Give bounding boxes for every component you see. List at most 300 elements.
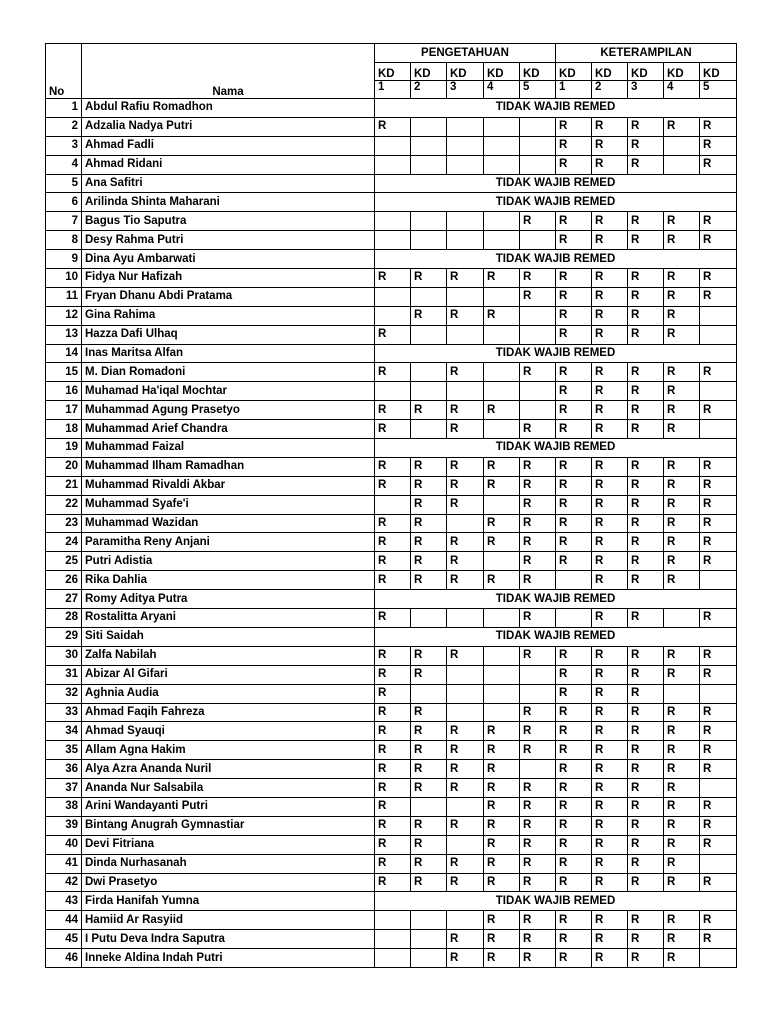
row-number: 35 <box>46 741 82 760</box>
keterampilan-kd3-cell: R <box>628 609 664 628</box>
pengetahuan-kd5-cell: R <box>520 854 556 873</box>
keterampilan-kd2-cell: R <box>592 722 628 741</box>
pengetahuan-kd4-cell <box>484 363 520 382</box>
row-number: 45 <box>46 930 82 949</box>
keterampilan-kd3-cell: R <box>628 117 664 136</box>
kd-number-pengetahuan-1: 1 <box>375 81 411 99</box>
table-row <box>46 797 737 816</box>
row-number: 32 <box>46 684 82 703</box>
pengetahuan-kd5-cell <box>520 306 556 325</box>
pengetahuan-kd4-cell <box>484 552 520 571</box>
pengetahuan-kd1-cell: R <box>375 779 411 798</box>
pengetahuan-kd5-cell <box>520 665 556 684</box>
keterampilan-kd4-cell: R <box>664 760 700 779</box>
pengetahuan-kd3-cell: R <box>447 646 484 665</box>
pengetahuan-kd4-cell <box>484 382 520 401</box>
keterampilan-kd4-cell: R <box>664 779 700 798</box>
pengetahuan-kd5-cell <box>520 231 556 250</box>
pengetahuan-kd1-cell: R <box>375 269 411 288</box>
row-number: 11 <box>46 287 82 306</box>
keterampilan-kd3-cell: R <box>628 722 664 741</box>
pengetahuan-kd1-cell: R <box>375 476 411 495</box>
keterampilan-kd2-cell: R <box>592 212 628 231</box>
pengetahuan-kd2-cell <box>411 382 447 401</box>
col-header-nama: Nama <box>82 44 375 99</box>
keterampilan-kd2-cell: R <box>592 835 628 854</box>
keterampilan-kd1-cell <box>556 571 592 590</box>
table-row <box>46 741 737 760</box>
pengetahuan-kd3-cell <box>447 911 484 930</box>
pengetahuan-kd4-cell <box>484 287 520 306</box>
keterampilan-kd4-cell: R <box>664 401 700 420</box>
pengetahuan-kd1-cell: R <box>375 741 411 760</box>
keterampilan-kd1-cell: R <box>556 514 592 533</box>
keterampilan-kd3-cell: R <box>628 911 664 930</box>
keterampilan-kd3-cell: R <box>628 420 664 439</box>
keterampilan-kd1-cell: R <box>556 760 592 779</box>
row-number: 27 <box>46 590 82 609</box>
pengetahuan-kd2-cell <box>411 117 447 136</box>
table-row <box>46 306 737 325</box>
keterampilan-kd1-cell: R <box>556 703 592 722</box>
pengetahuan-kd4-cell <box>484 420 520 439</box>
student-name: Ahmad Faqih Fahreza <box>82 703 375 722</box>
pengetahuan-kd4-cell <box>484 609 520 628</box>
keterampilan-kd2-cell: R <box>592 741 628 760</box>
keterampilan-kd5-cell: R <box>700 741 737 760</box>
keterampilan-kd4-cell: R <box>664 231 700 250</box>
table-row <box>46 816 737 835</box>
row-number: 23 <box>46 514 82 533</box>
pengetahuan-kd3-cell: R <box>447 495 484 514</box>
pengetahuan-kd5-cell: R <box>520 646 556 665</box>
student-name: Firda Hanifah Yumna <box>82 892 375 911</box>
pengetahuan-kd4-cell <box>484 136 520 155</box>
keterampilan-kd3-cell: R <box>628 571 664 590</box>
kd-label-pengetahuan-1: KD <box>375 63 411 81</box>
pengetahuan-kd4-cell <box>484 212 520 231</box>
keterampilan-kd4-cell: R <box>664 495 700 514</box>
keterampilan-kd3-cell: R <box>628 930 664 949</box>
keterampilan-kd5-cell: R <box>700 269 737 288</box>
student-name: Siti Saidah <box>82 627 375 646</box>
keterampilan-kd4-cell: R <box>664 533 700 552</box>
pengetahuan-kd4-cell: R <box>484 930 520 949</box>
pengetahuan-kd3-cell: R <box>447 306 484 325</box>
keterampilan-kd2-cell: R <box>592 552 628 571</box>
keterampilan-kd1-cell: R <box>556 231 592 250</box>
pengetahuan-kd3-cell <box>447 665 484 684</box>
keterampilan-kd4-cell: R <box>664 816 700 835</box>
table-row <box>46 193 737 212</box>
pengetahuan-kd4-cell: R <box>484 533 520 552</box>
pengetahuan-kd2-cell <box>411 287 447 306</box>
pengetahuan-kd5-cell <box>520 325 556 344</box>
pengetahuan-kd4-cell: R <box>484 476 520 495</box>
pengetahuan-kd3-cell: R <box>447 401 484 420</box>
pengetahuan-kd4-cell: R <box>484 571 520 590</box>
keterampilan-kd1-cell: R <box>556 722 592 741</box>
pengetahuan-kd2-cell: R <box>411 873 447 892</box>
keterampilan-kd1-cell: R <box>556 306 592 325</box>
row-number: 26 <box>46 571 82 590</box>
keterampilan-kd2-cell: R <box>592 325 628 344</box>
keterampilan-kd4-cell: R <box>664 911 700 930</box>
pengetahuan-kd2-cell: R <box>411 401 447 420</box>
pengetahuan-kd3-cell: R <box>447 949 484 968</box>
keterampilan-kd2-cell: R <box>592 873 628 892</box>
student-name: Muhammad Rivaldi Akbar <box>82 476 375 495</box>
keterampilan-kd2-cell: R <box>592 136 628 155</box>
pengetahuan-kd1-cell: R <box>375 363 411 382</box>
pengetahuan-kd3-cell: R <box>447 476 484 495</box>
keterampilan-kd2-cell: R <box>592 495 628 514</box>
keterampilan-kd5-cell: R <box>700 760 737 779</box>
row-number: 4 <box>46 155 82 174</box>
pengetahuan-kd2-cell: R <box>411 741 447 760</box>
pengetahuan-kd1-cell <box>375 949 411 968</box>
pengetahuan-kd4-cell: R <box>484 797 520 816</box>
kd-number-pengetahuan-3: 3 <box>447 81 484 99</box>
pengetahuan-kd5-cell: R <box>520 703 556 722</box>
student-name: Fidya Nur Hafizah <box>82 269 375 288</box>
row-number: 8 <box>46 231 82 250</box>
keterampilan-kd3-cell: R <box>628 325 664 344</box>
keterampilan-kd3-cell: R <box>628 760 664 779</box>
keterampilan-kd1-cell: R <box>556 797 592 816</box>
pengetahuan-kd1-cell: R <box>375 401 411 420</box>
pengetahuan-kd5-cell: R <box>520 911 556 930</box>
student-name: Hazza Dafi Ulhaq <box>82 325 375 344</box>
kd-label-pengetahuan-2: KD <box>411 63 447 81</box>
pengetahuan-kd1-cell: R <box>375 873 411 892</box>
keterampilan-kd2-cell: R <box>592 816 628 835</box>
keterampilan-kd5-cell: R <box>700 533 737 552</box>
keterampilan-kd1-cell: R <box>556 930 592 949</box>
pengetahuan-kd5-cell: R <box>520 533 556 552</box>
table-row <box>46 930 737 949</box>
table-row <box>46 363 737 382</box>
pengetahuan-kd5-cell: R <box>520 949 556 968</box>
pengetahuan-kd4-cell <box>484 231 520 250</box>
kd-number-pengetahuan-5: 5 <box>520 81 556 99</box>
pengetahuan-kd1-cell: R <box>375 665 411 684</box>
pengetahuan-kd3-cell: R <box>447 533 484 552</box>
keterampilan-kd1-cell: R <box>556 949 592 968</box>
pengetahuan-kd2-cell: R <box>411 760 447 779</box>
table-row <box>46 476 737 495</box>
table-row <box>46 457 737 476</box>
row-number: 1 <box>46 99 82 118</box>
keterampilan-kd3-cell: R <box>628 703 664 722</box>
pengetahuan-kd3-cell: R <box>447 873 484 892</box>
pengetahuan-kd4-cell: R <box>484 854 520 873</box>
kd-label-keterampilan-2: KD <box>592 63 628 81</box>
student-name: Muhammad Wazidan <box>82 514 375 533</box>
keterampilan-kd1-cell: R <box>556 155 592 174</box>
keterampilan-kd2-cell: R <box>592 609 628 628</box>
pengetahuan-kd2-cell <box>411 797 447 816</box>
keterampilan-kd3-cell: R <box>628 646 664 665</box>
row-number: 40 <box>46 835 82 854</box>
kd-number-keterampilan-4: 4 <box>664 81 700 99</box>
student-name: Putri Adistia <box>82 552 375 571</box>
pengetahuan-kd3-cell: R <box>447 760 484 779</box>
pengetahuan-kd5-cell <box>520 760 556 779</box>
student-name: Rostalitta Aryani <box>82 609 375 628</box>
pengetahuan-kd3-cell <box>447 212 484 231</box>
table-row <box>46 627 737 646</box>
keterampilan-kd2-cell: R <box>592 306 628 325</box>
pengetahuan-kd5-cell: R <box>520 457 556 476</box>
keterampilan-kd1-cell: R <box>556 325 592 344</box>
kd-label-keterampilan-4: KD <box>664 63 700 81</box>
kd-number-keterampilan-3: 3 <box>628 81 664 99</box>
keterampilan-kd1-cell: R <box>556 684 592 703</box>
row-number: 24 <box>46 533 82 552</box>
keterampilan-kd5-cell: R <box>700 609 737 628</box>
pengetahuan-kd4-cell: R <box>484 741 520 760</box>
pengetahuan-kd2-cell: R <box>411 703 447 722</box>
pengetahuan-kd1-cell <box>375 155 411 174</box>
student-name: Abizar Al Gifari <box>82 665 375 684</box>
table-row <box>46 287 737 306</box>
pengetahuan-kd5-cell <box>520 117 556 136</box>
keterampilan-kd1-cell: R <box>556 854 592 873</box>
pengetahuan-kd5-cell: R <box>520 363 556 382</box>
student-name: Abdul Rafiu Romadhon <box>82 99 375 118</box>
keterampilan-kd1-cell: R <box>556 873 592 892</box>
tidak-wajib-remed-note: TIDAK WAJIB REMED <box>375 590 737 609</box>
student-name: Fryan Dhanu Abdi Pratama <box>82 287 375 306</box>
keterampilan-kd4-cell: R <box>664 287 700 306</box>
kd-number-keterampilan-2: 2 <box>592 81 628 99</box>
table-row <box>46 99 737 118</box>
keterampilan-kd2-cell: R <box>592 571 628 590</box>
keterampilan-kd2-cell: R <box>592 760 628 779</box>
pengetahuan-kd4-cell: R <box>484 779 520 798</box>
keterampilan-kd1-cell: R <box>556 741 592 760</box>
row-number: 30 <box>46 646 82 665</box>
pengetahuan-kd4-cell: R <box>484 457 520 476</box>
pengetahuan-kd3-cell: R <box>447 571 484 590</box>
keterampilan-kd4-cell: R <box>664 949 700 968</box>
keterampilan-kd3-cell: R <box>628 779 664 798</box>
pengetahuan-kd2-cell <box>411 136 447 155</box>
keterampilan-kd3-cell: R <box>628 287 664 306</box>
pengetahuan-kd4-cell: R <box>484 816 520 835</box>
keterampilan-kd2-cell: R <box>592 117 628 136</box>
keterampilan-kd1-cell: R <box>556 420 592 439</box>
pengetahuan-kd2-cell: R <box>411 552 447 571</box>
pengetahuan-kd2-cell <box>411 609 447 628</box>
pengetahuan-kd2-cell: R <box>411 835 447 854</box>
keterampilan-kd3-cell: R <box>628 457 664 476</box>
student-name: Muhammad Ilham Ramadhan <box>82 457 375 476</box>
keterampilan-kd5-cell: R <box>700 797 737 816</box>
student-name: Alya Azra Ananda Nuril <box>82 760 375 779</box>
pengetahuan-kd2-cell: R <box>411 779 447 798</box>
pengetahuan-kd1-cell: R <box>375 797 411 816</box>
student-name: Ana Safitri <box>82 174 375 193</box>
table-row <box>46 892 737 911</box>
kd-label-pengetahuan-4: KD <box>484 63 520 81</box>
student-name: Muhammad Agung Prasetyo <box>82 401 375 420</box>
keterampilan-kd5-cell <box>700 420 737 439</box>
keterampilan-kd1-cell: R <box>556 212 592 231</box>
student-name: Muhamad Ha'iqal Mochtar <box>82 382 375 401</box>
keterampilan-kd3-cell: R <box>628 231 664 250</box>
pengetahuan-kd2-cell <box>411 155 447 174</box>
student-name: M. Dian Romadoni <box>82 363 375 382</box>
row-number: 20 <box>46 457 82 476</box>
table-row <box>46 325 737 344</box>
pengetahuan-kd3-cell: R <box>447 741 484 760</box>
student-name: Adzalia Nadya Putri <box>82 117 375 136</box>
pengetahuan-kd5-cell: R <box>520 552 556 571</box>
keterampilan-kd4-cell <box>664 155 700 174</box>
keterampilan-kd5-cell: R <box>700 646 737 665</box>
keterampilan-kd1-cell: R <box>556 287 592 306</box>
keterampilan-kd1-cell: R <box>556 476 592 495</box>
keterampilan-kd5-cell <box>700 571 737 590</box>
keterampilan-kd3-cell: R <box>628 797 664 816</box>
table-row <box>46 609 737 628</box>
pengetahuan-kd3-cell: R <box>447 269 484 288</box>
pengetahuan-kd4-cell: R <box>484 835 520 854</box>
row-number: 3 <box>46 136 82 155</box>
table-row <box>46 779 737 798</box>
keterampilan-kd5-cell: R <box>700 703 737 722</box>
table-row <box>46 495 737 514</box>
keterampilan-kd3-cell: R <box>628 401 664 420</box>
table-row <box>46 174 737 193</box>
table-row <box>46 269 737 288</box>
keterampilan-kd3-cell: R <box>628 306 664 325</box>
keterampilan-kd2-cell: R <box>592 684 628 703</box>
pengetahuan-kd1-cell: R <box>375 722 411 741</box>
kd-number-pengetahuan-4: 4 <box>484 81 520 99</box>
pengetahuan-kd4-cell: R <box>484 911 520 930</box>
keterampilan-kd2-cell: R <box>592 930 628 949</box>
keterampilan-kd3-cell: R <box>628 854 664 873</box>
row-number: 41 <box>46 854 82 873</box>
keterampilan-kd4-cell: R <box>664 552 700 571</box>
keterampilan-kd2-cell: R <box>592 665 628 684</box>
keterampilan-kd5-cell <box>700 325 737 344</box>
keterampilan-kd4-cell: R <box>664 665 700 684</box>
tidak-wajib-remed-note: TIDAK WAJIB REMED <box>375 99 737 118</box>
pengetahuan-kd5-cell: R <box>520 816 556 835</box>
keterampilan-kd5-cell: R <box>700 457 737 476</box>
student-name: Ahmad Ridani <box>82 155 375 174</box>
pengetahuan-kd3-cell <box>447 136 484 155</box>
pengetahuan-kd1-cell: R <box>375 571 411 590</box>
keterampilan-kd4-cell: R <box>664 646 700 665</box>
pengetahuan-kd3-cell <box>447 287 484 306</box>
student-name: Muhammad Faizal <box>82 439 375 458</box>
pengetahuan-kd3-cell <box>447 684 484 703</box>
pengetahuan-kd3-cell <box>447 231 484 250</box>
keterampilan-kd5-cell <box>700 306 737 325</box>
row-number: 21 <box>46 476 82 495</box>
keterampilan-kd4-cell: R <box>664 703 700 722</box>
student-name: Dwi Prasetyo <box>82 873 375 892</box>
keterampilan-kd2-cell: R <box>592 457 628 476</box>
pengetahuan-kd2-cell: R <box>411 495 447 514</box>
pengetahuan-kd1-cell: R <box>375 684 411 703</box>
pengetahuan-kd1-cell <box>375 136 411 155</box>
pengetahuan-kd4-cell <box>484 684 520 703</box>
pengetahuan-kd4-cell: R <box>484 873 520 892</box>
row-number: 29 <box>46 627 82 646</box>
table-row <box>46 703 737 722</box>
pengetahuan-kd5-cell: R <box>520 476 556 495</box>
keterampilan-kd3-cell: R <box>628 533 664 552</box>
row-number: 2 <box>46 117 82 136</box>
pengetahuan-kd2-cell <box>411 212 447 231</box>
keterampilan-kd1-cell <box>556 609 592 628</box>
pengetahuan-kd2-cell: R <box>411 269 447 288</box>
table-row <box>46 420 737 439</box>
row-number: 7 <box>46 212 82 231</box>
pengetahuan-kd3-cell: R <box>447 722 484 741</box>
pengetahuan-kd5-cell <box>520 684 556 703</box>
pengetahuan-kd1-cell: R <box>375 835 411 854</box>
kd-label-keterampilan-1: KD <box>556 63 592 81</box>
pengetahuan-kd4-cell: R <box>484 760 520 779</box>
pengetahuan-kd3-cell: R <box>447 552 484 571</box>
keterampilan-kd2-cell: R <box>592 911 628 930</box>
keterampilan-kd5-cell: R <box>700 155 737 174</box>
keterampilan-kd1-cell: R <box>556 779 592 798</box>
student-name: Dinda Nurhasanah <box>82 854 375 873</box>
keterampilan-kd3-cell: R <box>628 816 664 835</box>
row-number: 28 <box>46 609 82 628</box>
pengetahuan-kd3-cell: R <box>447 930 484 949</box>
table-row <box>46 873 737 892</box>
keterampilan-kd2-cell: R <box>592 420 628 439</box>
pengetahuan-kd2-cell <box>411 930 447 949</box>
kd-label-pengetahuan-3: KD <box>447 63 484 81</box>
pengetahuan-kd2-cell: R <box>411 457 447 476</box>
keterampilan-kd5-cell: R <box>700 722 737 741</box>
student-name: Aghnia Audia <box>82 684 375 703</box>
table-row <box>46 760 737 779</box>
student-name: Inas Maritsa Alfan <box>82 344 375 363</box>
table-row <box>46 571 737 590</box>
keterampilan-kd4-cell: R <box>664 835 700 854</box>
keterampilan-kd1-cell: R <box>556 136 592 155</box>
keterampilan-kd4-cell: R <box>664 571 700 590</box>
keterampilan-kd3-cell: R <box>628 212 664 231</box>
keterampilan-kd1-cell: R <box>556 269 592 288</box>
row-number: 22 <box>46 495 82 514</box>
pengetahuan-kd1-cell: R <box>375 325 411 344</box>
pengetahuan-kd3-cell <box>447 835 484 854</box>
pengetahuan-kd4-cell <box>484 325 520 344</box>
pengetahuan-kd4-cell <box>484 646 520 665</box>
keterampilan-kd2-cell: R <box>592 533 628 552</box>
pengetahuan-kd1-cell <box>375 382 411 401</box>
keterampilan-kd3-cell: R <box>628 269 664 288</box>
pengetahuan-kd5-cell: R <box>520 269 556 288</box>
table-row <box>46 533 737 552</box>
table-row <box>46 722 737 741</box>
pengetahuan-kd2-cell: R <box>411 722 447 741</box>
keterampilan-kd4-cell: R <box>664 854 700 873</box>
pengetahuan-kd4-cell <box>484 155 520 174</box>
